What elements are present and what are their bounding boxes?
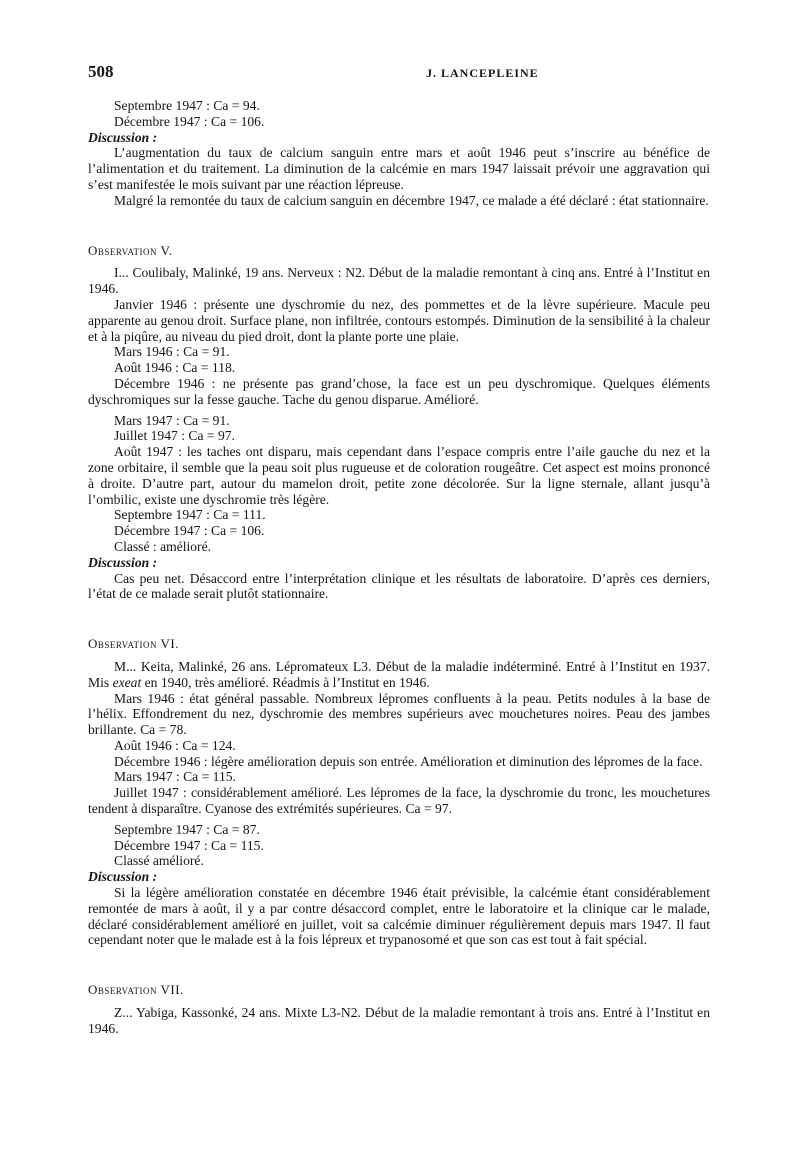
discussion-label: Discussion : bbox=[88, 554, 158, 570]
data-line: Juillet 1947 : Ca = 97. bbox=[114, 428, 235, 444]
paragraph: Malgré la remontée du taux de calcium sanguin en décembre 1947, ce malade a été déclaré : état stationnaire. bbox=[114, 192, 709, 208]
paragraph: Si la légère amélioration constatée en décembre 1946 était prévisible, la calcémie étant considérablement remontée de mars à août, il y a par contre désaccord complet, entre le laboratoire et la clinique car le malade, déclaré considérablement amélioré en juillet, voit sa calcémie diminuer régulièrement depuis mars 1947. Il faut cependant noter que le malade est à la fois lépreux et trypanosomé et que son cas est tout à fait spécial. bbox=[88, 885, 710, 948]
data-line: Mars 1947 : Ca = 91. bbox=[114, 412, 230, 428]
classification: Classé amélioré. bbox=[114, 853, 204, 869]
classification: Classé : amélioré. bbox=[114, 538, 212, 554]
paragraph: Cas peu net. Désaccord entre l’interprétation clinique et les résultats de laboratoire. D’après ces derniers, l’état de ce malade serait plutôt stationnaire. bbox=[88, 570, 710, 602]
paragraph: Décembre 1946 : légère amélioration depuis son entrée. Amélioration et diminution des lépromes de la face. bbox=[114, 753, 703, 769]
patient-intro: I... Coulibaly, Malinké, 19 ans. Nerveux : N2. Début de la maladie remontant à cinq ans. Entré à l’Institut en 1946. bbox=[88, 265, 710, 297]
paragraph: L’augmentation du taux de calcium sanguin entre mars et août 1946 peut s’inscrire au bénéfice de l’alimentation et du traitement. La diminution de la calcémie en mars 1947 laissait prévoir une aggravation qui s’est manifestée le mois suivant par une réaction lépreuse. bbox=[88, 145, 710, 192]
page-number: 508 bbox=[88, 62, 114, 81]
data-line: Décembre 1947 : Ca = 115. bbox=[114, 837, 264, 853]
observation-vi-heading: Observation VI. bbox=[88, 636, 179, 652]
data-line: Septembre 1947 : Ca = 94. bbox=[114, 98, 260, 113]
running-title: J. LANCEPLEINE bbox=[426, 66, 539, 80]
data-line: Décembre 1947 : Ca = 106. bbox=[114, 113, 265, 129]
data-line: Décembre 1947 : Ca = 106. bbox=[114, 523, 265, 539]
data-line: Août 1946 : Ca = 118. bbox=[114, 360, 236, 376]
body-text bbox=[88, 98, 710, 1037]
observation-vii-heading: Observation VII. bbox=[88, 982, 184, 998]
data-line: Août 1946 : Ca = 124. bbox=[114, 737, 236, 753]
page-header bbox=[88, 62, 710, 86]
paragraph: Juillet 1947 : considérablement amélioré. Les lépromes de la face, la dyschromie du tronc, les mouchetures tendent à disparaître. Cyanose des extrémités supérieures. Ca = 97. bbox=[88, 785, 710, 817]
paragraph: Décembre 1946 : ne présente pas grand’chose, la face est un peu dyschromique. Quelques éléments dyschromiques sur la fesse gauche. Tache du genou disparue. Amélioré. bbox=[88, 375, 710, 407]
discussion-label: Discussion : bbox=[88, 869, 158, 885]
paragraph: Mars 1946 : état général passable. Nombreux lépromes confluents à la peau. Petits nodules à la base de l’hélix. Effondrement du nez, dyschromie des membres supérieurs avec mouchetures noires. Peau des jambes brillante. Ca = 78. bbox=[88, 690, 710, 738]
data-line: Mars 1947 : Ca = 115. bbox=[114, 769, 236, 785]
data-line: Septembre 1947 : Ca = 111. bbox=[114, 507, 266, 523]
observation-v-heading: Observation V. bbox=[88, 242, 173, 258]
patient-intro: M... Keita, Malinké, 26 ans. Lépromateux L3. Début de la maladie indéterminé. Entré à l’Institut en 1937. Mis exeat en 1940, très amélioré. Réadmis à l’Institut en 1946. bbox=[88, 658, 710, 690]
data-line: Septembre 1947 : Ca = 87. bbox=[114, 821, 260, 837]
discussion-label: Discussion : bbox=[88, 129, 158, 145]
paragraph: Août 1947 : les taches ont disparu, mais cependant dans l’espace compris entre l’aile gauche du nez et la zone orbitaire, il semble que la peau soit plus rugueuse et de coloration rougeâtre. Cet aspect est moins prononcé à droite. D’autre part, autour du mamelon droit, petite zone décolorée. Sur la ligne sternale, allant jusqu’à l’ombilic, existe une dyschromie très légère. bbox=[88, 444, 710, 507]
data-line: Mars 1946 : Ca = 91. bbox=[114, 344, 230, 360]
paragraph: Janvier 1946 : présente une dyschromie du nez, des pommettes et de la lèvre supérieure. Macule peu apparente au genou droit. Surface plane, non infiltrée, contours estompés. Diminution de la sensibilité à la chaleur et à la piqûre, au niveau du pied droit, dont la plante porte une plaie. bbox=[88, 296, 710, 344]
patient-intro: Z... Yabiga, Kassonké, 24 ans. Mixte L3-N2. Début de la maladie remontant à trois ans. Entré à l’Institut en 1946. bbox=[88, 1005, 710, 1036]
